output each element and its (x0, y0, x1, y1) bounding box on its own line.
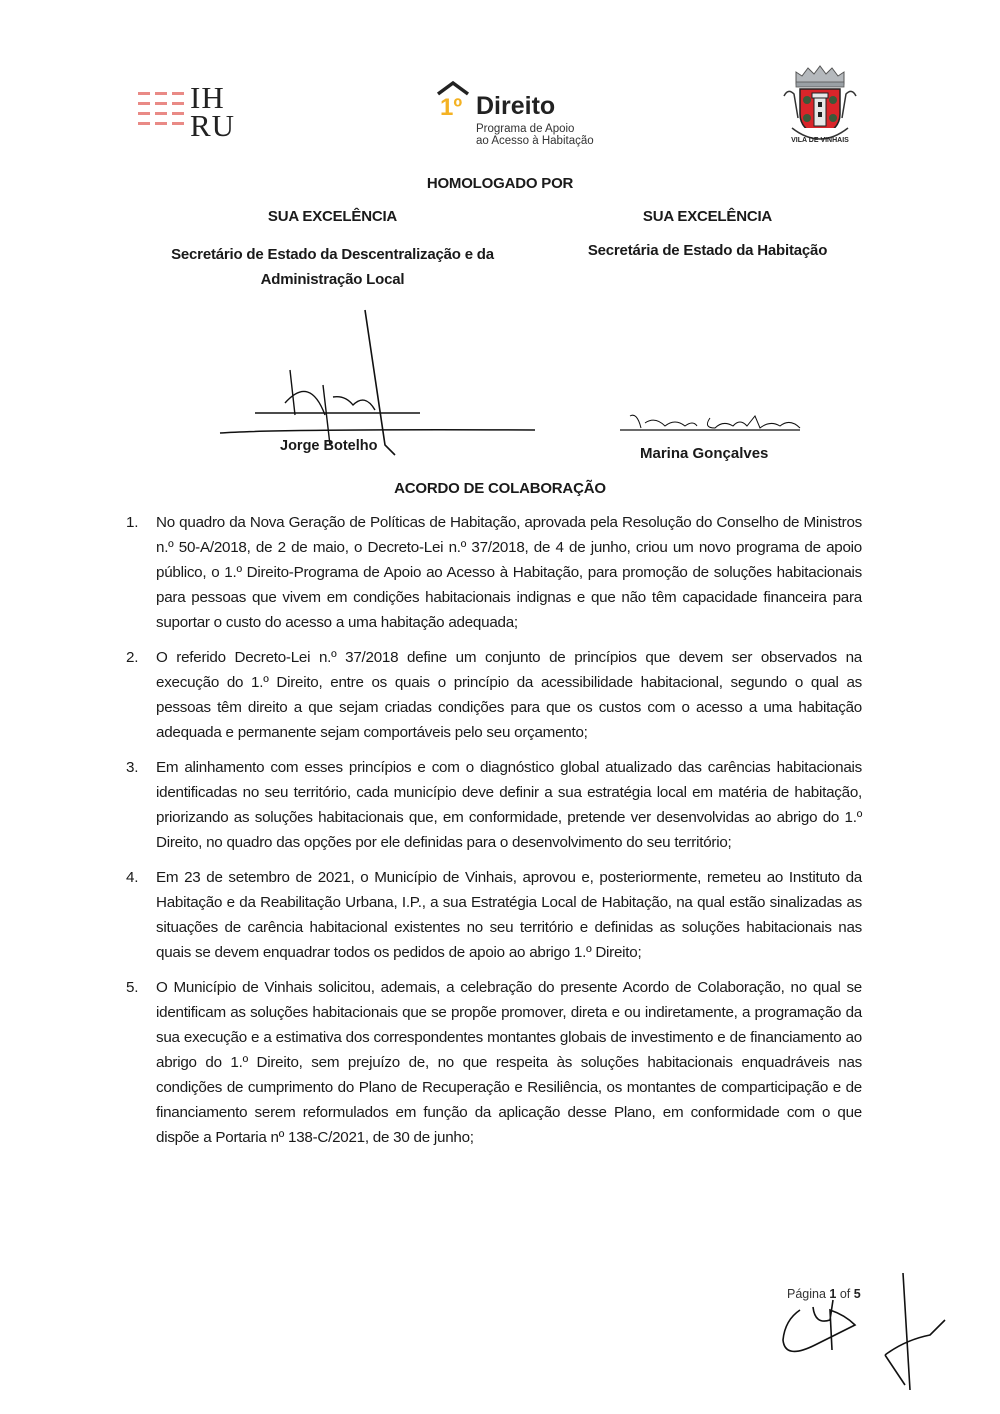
vinhais-coat-of-arms-icon (774, 58, 866, 148)
clause-text: Em alinhamento com esses princípios e com o diagnóstico global atualizado das carências habitacionais identificadas no seu território, cada município deve definir a sua estratégia local em matéria de habitação, priorizando as soluções habitacionais que, em conformidade, pretende ver desenvolvidas ao abrigo do 1.º Direito, no quadro das opções por ele definidas para o desenvolvimento do seu território; (156, 759, 862, 851)
page-separator: of (839, 1287, 851, 1301)
svg-text:VILA DE VINHAIS: VILA DE VINHAIS (791, 137, 849, 144)
logo-subtitle-1: Programa de Apoio (476, 123, 575, 135)
ihru-logo-bottom: RU (190, 108, 236, 143)
page-total: 5 (853, 1287, 861, 1301)
left-signatory-name: Jorge Botelho (280, 438, 378, 454)
ihru-logo-top: IH (190, 80, 225, 115)
jorge-botelho-signature-icon (215, 305, 545, 465)
clause-item (126, 510, 862, 635)
clause-item (126, 755, 862, 855)
left-honorific: SUA EXCELÊNCIA (267, 208, 398, 225)
right-role: Secretária de Estado da Habitação (587, 242, 828, 259)
homologation-title: HOMOLOGADO POR (426, 175, 574, 192)
primeiro-direito-logo (436, 80, 636, 150)
ihru-logo (138, 80, 248, 143)
clause-number: 4. (126, 869, 139, 886)
right-signatory-name: Marina Gonçalves (640, 445, 769, 462)
left-role: Secretário de Estado da Descentralização e da Administração Local (171, 246, 494, 288)
page-label: Página (787, 1287, 826, 1301)
logo-title: Direito (476, 92, 556, 120)
initials-signature-icon (775, 1265, 985, 1395)
logo-number: 1º (440, 94, 463, 121)
clauses-list (126, 510, 862, 1160)
clause-item (126, 975, 862, 1150)
clause-item (126, 865, 862, 965)
clause-number: 3. (126, 759, 139, 776)
clause-text: O referido Decreto-Lei n.º 37/2018 define um conjunto de princípios que devem ser observados na execução do 1.º Direito, entre os quais o princípio da acessibilidade habitacional, segundo o qual as pessoas têm direito a que sejam criadas condições para que os custos com o acesso a uma habitação adequada e permanente sejam comportáveis pelo seu orçamento; (156, 649, 862, 741)
clause-text: No quadro da Nova Geração de Políticas de Habitação, aprovada pela Resolução do Conselho de Ministros n.º 50-A/2018, de 2 de maio, o Decreto-Lei n.º 37/2018, de 4 de junho, criou um novo programa de apoio público, o 1.º Direito-Programa de Apoio ao Acesso à Habitação, para promoção de soluções habitacionais para pessoas que vivem em condições habitacionais indignas e que não têm capacidade financeira para suportar o custo do acesso a uma habitação adequada; (156, 514, 862, 631)
ihru-dashes-icon (138, 92, 184, 132)
clause-number: 1. (126, 514, 139, 531)
clause-text: Em 23 de setembro de 2021, o Município de Vinhais, aprovou e, posteriormente, remeteu ao Instituto da Habitação e da Reabilitação Urbana, I.P., a sua Estratégia Local de Habitação, na qual estão sinalizadas as situações de carência habitacional existentes no seu território e definidas as soluções habitacionais nas quais se devem enquadrar todos os pedidos de apoio ao abrigo 1.º Direito; (156, 869, 862, 961)
clause-number: 5. (126, 979, 139, 996)
clause-item (126, 645, 862, 745)
document-title: ACORDO DE COLABORAÇÃO (394, 480, 606, 497)
right-honorific: SUA EXCELÊNCIA (642, 208, 773, 225)
clause-number: 2. (126, 649, 139, 666)
logo-subtitle-2: ao Acesso à Habitação (476, 135, 594, 147)
page-current: 1 (829, 1287, 837, 1301)
marina-goncalves-signature-icon (615, 408, 815, 438)
clause-text: O Município de Vinhais solicitou, ademais, a celebração do presente Acordo de Colaboração, no qual se identificam as soluções habitacionais que se propõe promover, direta e ou indiretamente, a programação da sua execução e a estimativa dos correspondentes montantes globais de investimento e de financiamento ao abrigo do 1.º Direito, sem prejuízo de, no que respeita às soluções habitacionais enquadráveis nas condições de cumprimento do Plano de Recuperação e Resiliência, os montantes de comparticipação e de financiamento serem reformulados em função da aplicação desse Plano, em conformidade com o que dispõe a Portaria nº 138-C/2021, de 30 de junho; (156, 979, 862, 1146)
